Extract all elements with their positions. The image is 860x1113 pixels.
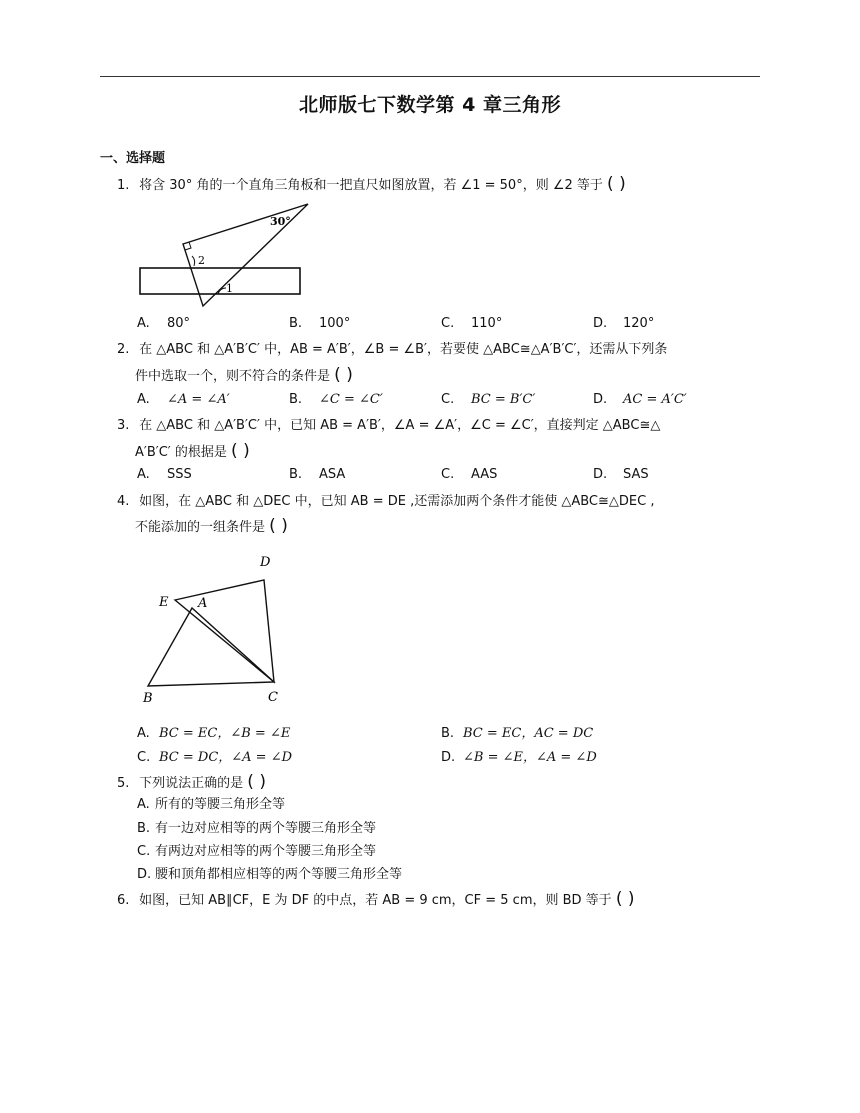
- q1-option-b[interactable]: B. 100°: [289, 316, 351, 331]
- q2-option-c[interactable]: C. BC = B′C′: [441, 392, 536, 407]
- question-6: 6. 如图，已知 AB∥CF，E 为 DF 的中点，若 AB = 9 cm，CF = 5 cm，则 BD 等于 ( ): [117, 889, 635, 909]
- section-heading: 一、选择题: [100, 151, 166, 166]
- question-6-text: 如图，已知 AB∥CF，E 为 DF 的中点，若 AB = 9 cm，CF = 5 cm，则 BD 等于: [139, 893, 612, 908]
- q5-option-b[interactable]: B. 有一边对应相等的两个等腰三角形全等: [137, 821, 377, 836]
- q2-option-b[interactable]: B. ∠C = ∠C′: [289, 392, 383, 407]
- question-5-text: 下列说法正确的是: [139, 776, 244, 791]
- q4-option-a[interactable]: A. BC = EC，∠B = ∠E: [137, 726, 291, 741]
- header-rule: [100, 76, 760, 77]
- q3-option-d[interactable]: D. SAS: [593, 467, 649, 482]
- question-3-line-2: A′B′C′ 的根据是: [135, 445, 227, 460]
- q1-option-c[interactable]: C. 110°: [441, 316, 503, 331]
- q3-option-c[interactable]: C. AAS: [441, 467, 498, 482]
- q5-option-c[interactable]: C. 有两边对应相等的两个等腰三角形全等: [137, 844, 377, 859]
- q4-option-c[interactable]: C. BC = DC，∠A = ∠D: [137, 750, 293, 765]
- question-2: 2. 在 △ABC 和 △A′B′C′ 中，AB = A′B′，∠B = ∠B′，若要使 △ABC≅△A′B′C′，还需从下列条: [117, 342, 668, 357]
- question-3-line-2-wrap: A′B′C′ 的根据是 ( ): [135, 441, 250, 461]
- question-3-line-1: 在 △ABC 和 △A′B′C′ 中，已知 AB = A′B′，∠A = ∠A′，∠C = ∠C′，直接判定 △ABC≅△: [139, 418, 661, 433]
- question-4-line-1: 如图，在 △ABC 和 △DEC 中，已知 AB = DE ,还需添加两个条件才能使 △ABC≅△DEC ,: [139, 494, 655, 509]
- q1-option-d[interactable]: D. 120°: [593, 316, 655, 331]
- vertex-label-e: E: [159, 595, 169, 610]
- q1-option-a[interactable]: A. 80°: [137, 316, 191, 331]
- question-4-line-2: 不能添加的一组条件是: [135, 520, 266, 535]
- q5-option-a[interactable]: A. 所有的等腰三角形全等: [137, 797, 286, 812]
- q3-option-a[interactable]: A. SSS: [137, 467, 192, 482]
- question-5: 5. 下列说法正确的是 ( ): [117, 772, 266, 792]
- question-1-text: 将含 30° 角的一个直角三角板和一把直尺如图放置，若 ∠1 = 50°，则 ∠2 等于: [139, 178, 603, 193]
- figure-ruler-triangle: [130, 198, 320, 310]
- figure-triangles-abc-dec: [140, 550, 300, 710]
- question-3: 3. 在 △ABC 和 △A′B′C′ 中，已知 AB = A′B′，∠A = ∠A′，∠C = ∠C′，直接判定 △ABC≅△: [117, 418, 661, 433]
- question-1: 1. 将含 30° 角的一个直角三角板和一把直尺如图放置，若 ∠1 = 50°，则 ∠2 等于 ( ): [117, 174, 626, 194]
- q4-option-b[interactable]: B. BC = EC，AC = DC: [441, 726, 594, 741]
- q3-option-b[interactable]: B. ASA: [289, 467, 346, 482]
- answer-bracket: ( ): [607, 174, 626, 194]
- q2-option-a[interactable]: A. ∠A = ∠A′: [137, 392, 230, 407]
- vertex-label-d: D: [260, 555, 271, 570]
- question-4-line-2-wrap: 不能添加的一组条件是 ( ): [135, 516, 288, 536]
- label-30-degree: 30°: [270, 215, 291, 228]
- triangle-abc: [148, 608, 274, 686]
- vertex-label-b: B: [143, 691, 153, 706]
- question-2-line-2: 件中选取一个，则不符合的条件是: [135, 369, 331, 384]
- question-2-line-2-wrap: 件中选取一个，则不符合的条件是 ( ): [135, 365, 353, 385]
- q4-option-d[interactable]: D. ∠B = ∠E，∠A = ∠D: [441, 750, 597, 765]
- vertex-label-a: A: [198, 596, 208, 611]
- label-angle-2: 2: [198, 254, 205, 267]
- question-4: 4. 如图，在 △ABC 和 △DEC 中，已知 AB = DE ,还需添加两个条件才能使 △ABC≅△DEC ,: [117, 494, 655, 509]
- triangle-dec: [175, 580, 274, 682]
- vertex-label-c: C: [268, 690, 278, 705]
- question-2-line-1: 在 △ABC 和 △A′B′C′ 中，AB = A′B′，∠B = ∠B′，若要使 △ABC≅△A′B′C′，还需从下列条: [139, 342, 668, 357]
- label-angle-1: 1: [226, 282, 233, 295]
- page-title: 北师版七下数学第 4 章三角形: [299, 94, 561, 116]
- q2-option-d[interactable]: D. AC = A′C′: [593, 392, 687, 407]
- q5-option-d[interactable]: D. 腰和顶角都相应相等的两个等腰三角形全等: [137, 867, 403, 882]
